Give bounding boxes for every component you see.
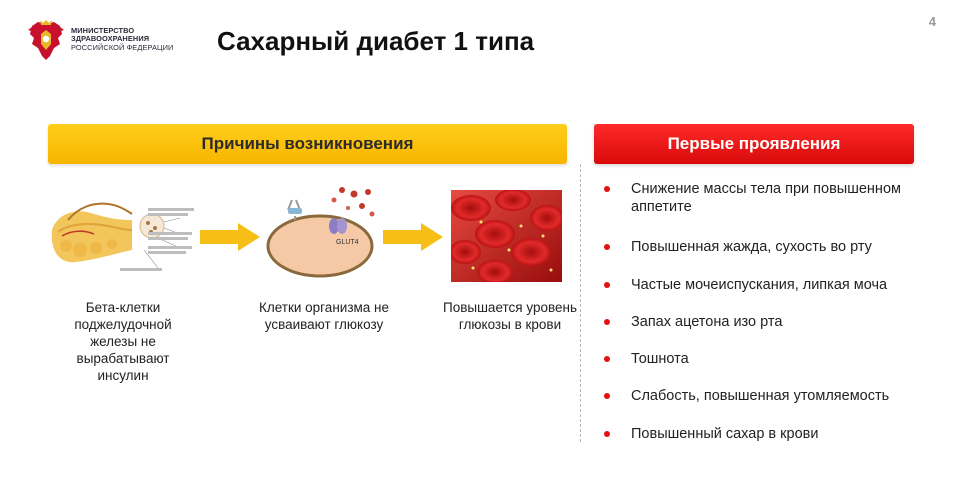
glut4-label: GLUT4 <box>336 239 359 246</box>
list-item <box>604 313 944 331</box>
cause-caption-2: Клетки организма не усваивают глюкозу <box>258 300 390 332</box>
list-item <box>604 238 944 256</box>
causes-heading: Причины возникновения <box>48 124 567 164</box>
section-divider <box>580 164 581 442</box>
cause-caption-3: Повышается уровень глюкозы в крови <box>443 300 577 332</box>
cause-caption-1: Бета-клетки поджелудочной железы не вырабатывают инсулин <box>74 300 172 383</box>
symptoms-heading: Первые проявления <box>594 124 914 164</box>
ministry-name <box>71 27 173 52</box>
symptom-text: Запах ацетона изо рта <box>631 314 783 330</box>
bullet-icon <box>604 244 610 250</box>
symptom-text: Частые мочеиспускания, липкая моча <box>631 277 888 293</box>
ministry-name-line2: ЗДРАВООХРАНЕНИЯ <box>71 34 150 44</box>
cell-glut4-illustration <box>264 186 376 278</box>
list-item <box>604 276 944 294</box>
slide-title: Сахарный диабет 1 типа <box>217 26 535 56</box>
coat-of-arms-icon <box>26 18 66 64</box>
arrow-right-icon <box>383 223 443 256</box>
symptom-text: Тошнота <box>631 351 689 367</box>
symptom-text: Повышенный сахар в крови <box>631 426 819 442</box>
list-item <box>604 350 944 368</box>
ministry-logo <box>26 18 196 66</box>
list-item <box>604 425 944 443</box>
bullet-icon <box>604 282 610 288</box>
ministry-name-line1: МИНИСТЕРСТВО <box>71 26 135 35</box>
symptom-text: Повышенная жажда, сухость во рту <box>631 239 872 255</box>
bullet-icon <box>604 186 610 192</box>
list-item <box>604 180 944 216</box>
bullet-icon <box>604 431 610 437</box>
bullet-icon <box>604 356 610 362</box>
bullet-icon <box>604 319 610 325</box>
list-item <box>604 387 944 405</box>
blood-cells-illustration <box>451 190 562 282</box>
arrow-right-icon <box>200 223 260 256</box>
ministry-name-line3: РОССИЙСКОЙ ФЕДЕРАЦИИ <box>71 42 174 52</box>
symptom-text: Снижение массы тела при повышенном аппетите <box>631 181 901 215</box>
pancreas-illustration <box>48 190 198 276</box>
bullet-icon <box>604 393 610 399</box>
page-number: 4 <box>928 14 936 29</box>
symptom-text: Слабость, повышенная утомляемость <box>631 388 890 404</box>
